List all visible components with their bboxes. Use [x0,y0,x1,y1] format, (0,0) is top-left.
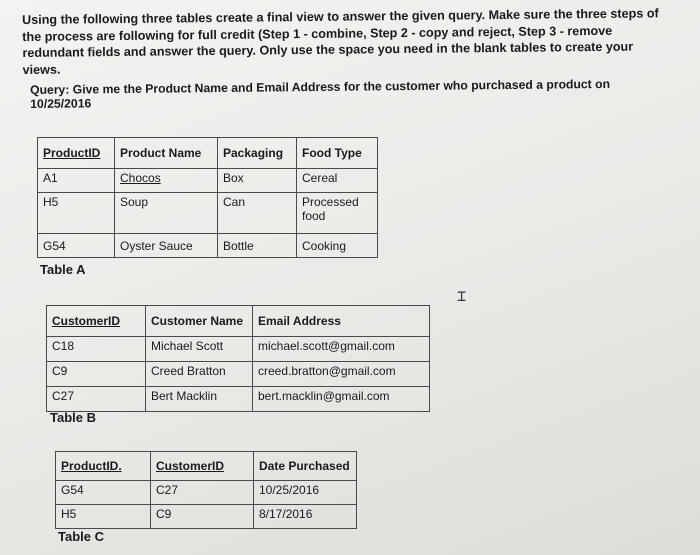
table-cell: Box [218,169,297,193]
table-b-caption: Table B [50,410,96,425]
table-a [37,137,378,258]
instructions-text: Using the following three tables create a final view to answer the given query. Make sure the three steps of the process are following for full credit (Step 1 - combine, Step 2 - copy and reject, Step 3 - remove redundant fields and answer the query. Only use the space you need in the blank tables to create your views. [22,6,659,77]
table-cell: 10/25/2016 [254,481,357,505]
table-c-header-productid: ProductID. [56,452,151,481]
table-row [47,362,430,387]
table-b-header-customerid: CustomerID [47,306,146,337]
table-cell: michael.scott@gmail.com [253,337,430,362]
table-cell: bert.macklin@gmail.com [253,387,430,412]
table-c-caption: Table C [58,529,104,544]
table-b [46,305,430,412]
table-cell: Processed food [297,193,378,234]
table-cell: Bottle [218,234,297,258]
table-cell: Soup [115,193,218,234]
table-cell: creed.bratton@gmail.com [253,362,430,387]
table-cell: Chocos [115,169,218,193]
table-row [47,337,430,362]
table-b-header-email-address: Email Address [253,306,430,337]
table-a-header-packaging: Packaging [218,138,297,169]
table-cell: Cooking [297,234,378,258]
table-cell: H5 [38,193,115,234]
table-cell: Cereal [297,169,378,193]
table-cell: Can [218,193,297,234]
table-a-header-row [38,138,378,169]
table-cell: H5 [56,505,151,529]
table-b-header-customer-name: Customer Name [146,306,253,337]
table-cell: Bert Macklin [146,387,253,412]
table-row [38,234,378,258]
table-row [47,387,430,412]
table-row [56,481,357,505]
table-c-header-row [56,452,357,481]
table-cell: A1 [38,169,115,193]
table-a-header-food-type: Food Type [297,138,378,169]
table-cell: C27 [47,387,146,412]
table-cell: Oyster Sauce [115,234,218,258]
table-cell: Creed Bratton [146,362,253,387]
table-cell: C27 [151,481,254,505]
table-a-header-productid: ProductID [38,138,115,169]
table-cell: G54 [38,234,115,258]
query-text: Query: Give me the Product Name and Email Address for the customer who purchased a product on 10/25/2016 [30,76,611,111]
table-row [56,505,357,529]
table-b-header-row [47,306,430,337]
table-a-caption: Table A [40,262,86,277]
table-a-header-product-name: Product Name [115,138,218,169]
table-cell: C18 [47,337,146,362]
table-cell: Michael Scott [146,337,253,362]
table-row [38,193,378,234]
table-c [55,451,357,529]
table-cell: 8/17/2016 [254,505,357,529]
table-cell: C9 [47,362,146,387]
table-cell: C9 [151,505,254,529]
table-c-header-date-purchased: Date Purchased [254,452,357,481]
table-c-header-customerid: CustomerID [151,452,254,481]
text-cursor-icon: ⌶ [457,287,467,305]
table-cell: G54 [56,481,151,505]
table-row [38,169,378,193]
